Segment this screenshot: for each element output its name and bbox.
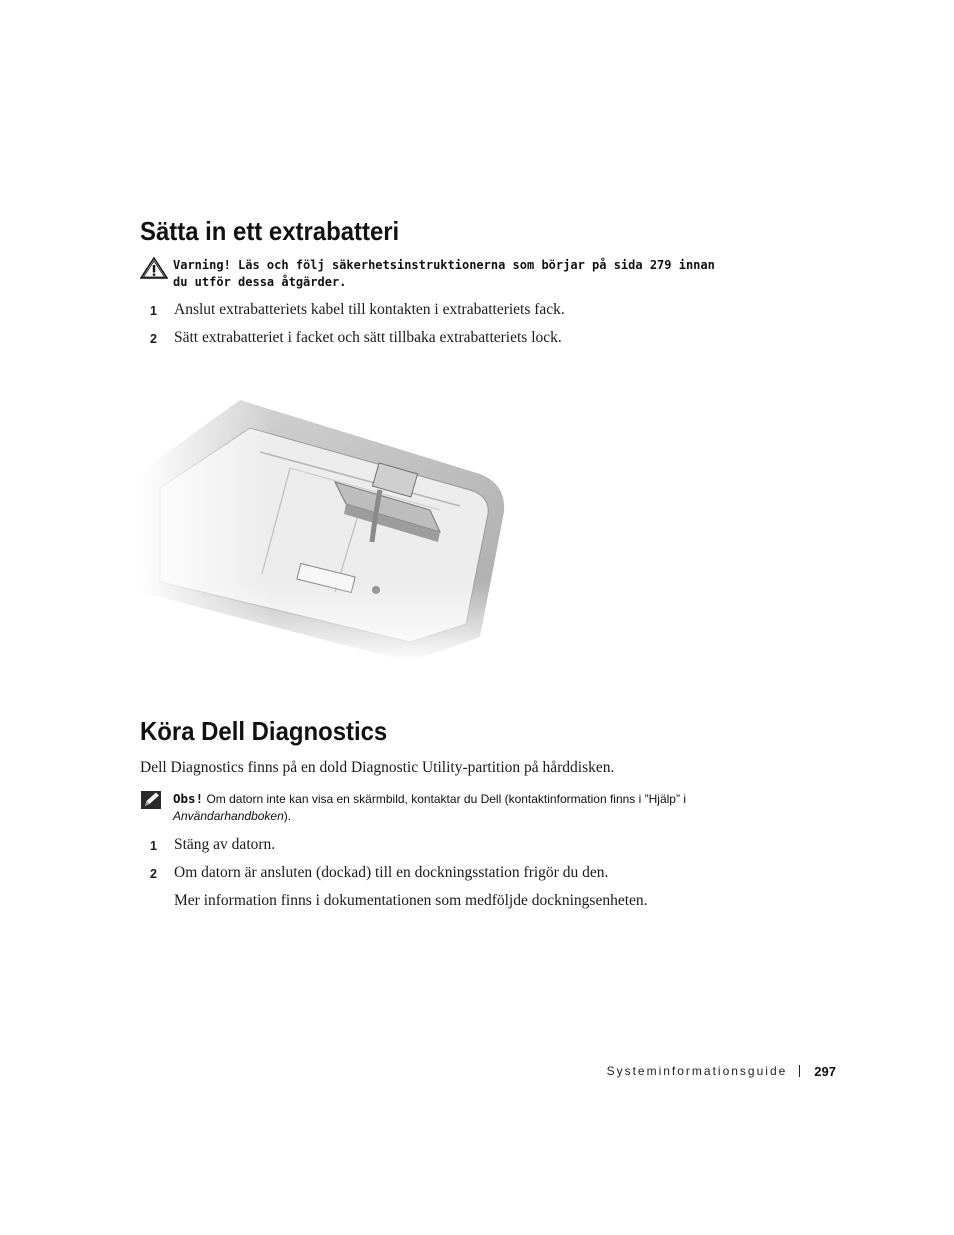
step-number: 2 (150, 332, 157, 346)
note-body-part2: ). (283, 809, 292, 823)
section-title-run-diagnostics: Köra Dell Diagnostics (140, 716, 388, 746)
note-lead: Obs! (173, 791, 204, 806)
warning-triangle-icon (140, 257, 168, 284)
step-followup-text: Mer information finns i dokumentationen som medföljde dockningsenheten. (174, 892, 648, 909)
step-text: Sätt extrabatteriet i facket och sätt tillbaka extrabatteriets lock. (174, 329, 562, 346)
page-footer (607, 1062, 836, 1080)
step-text: Anslut extrabatteriets kabel till kontakten i extrabatteriets fack. (174, 301, 565, 318)
note-pencil-icon (140, 790, 164, 817)
note-body-part1: Om datorn inte kan visa en skärmbild, kontaktar du Dell (kontaktinformation finns i ”Hjälp” i (203, 792, 686, 806)
step-text: Stäng av datorn. (174, 836, 276, 853)
footer-separator (799, 1065, 800, 1077)
note-emphasis: Användarhandboken (173, 809, 284, 823)
warning-notice (140, 257, 740, 293)
page-number: 297 (814, 1063, 836, 1079)
note-notice (140, 790, 740, 826)
battery-compartment-illustration (140, 392, 520, 662)
intro-paragraph: Dell Diagnostics finns på en dold Diagnostic Utility-partition på hårddisken. (140, 759, 615, 776)
step-number: 2 (150, 867, 157, 881)
step-text: Om datorn är ansluten (dockad) till en dockningsstation frigör du den. (174, 864, 609, 881)
step-number: 1 (150, 304, 157, 318)
footer-guide-title: Systeminformationsguide (606, 1064, 788, 1078)
warning-text: Varning! Läs och följ säkerhetsinstruktionerna som börjar på sida 279 innan du utför dessa åtgärder. (173, 258, 715, 289)
note-text (173, 790, 733, 825)
section-title-install-battery: Sätta in ett extrabatteri (140, 216, 400, 246)
step-number: 1 (150, 839, 157, 853)
